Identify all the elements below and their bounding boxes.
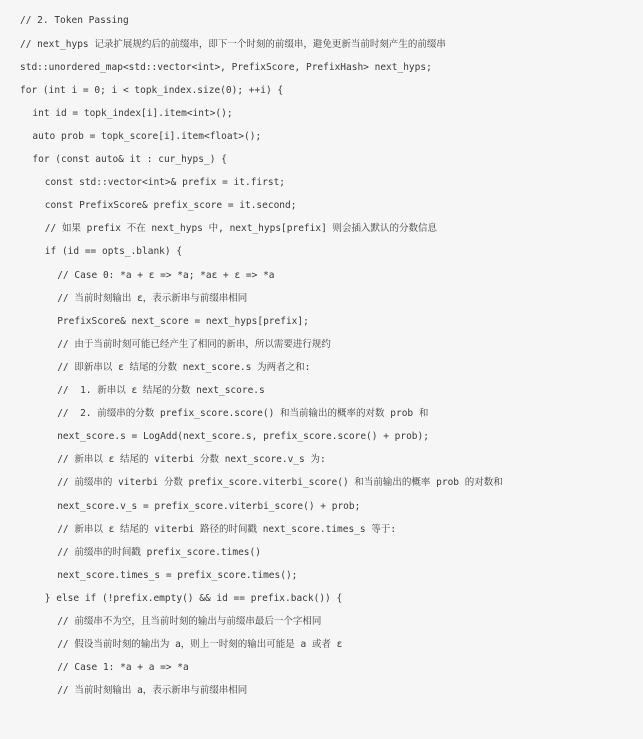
code-line xyxy=(45,240,182,263)
code-line xyxy=(20,56,432,79)
code-line xyxy=(57,541,261,564)
code-line xyxy=(45,171,285,194)
code-line-text: const PrefixScore& prefix_score = it.second; xyxy=(44,200,297,212)
code-line xyxy=(32,102,232,125)
code-line-text: if (id == opts_.blank) { xyxy=(44,246,183,258)
code-line xyxy=(57,656,189,679)
code-line xyxy=(57,471,503,494)
code-line-text: const std::vector<int>& prefix = it.first; xyxy=(44,177,286,189)
code-line-text: // 1. 新串以 ε 结尾的分数 next_score.s xyxy=(57,385,265,397)
code-line-text: for (const auto& it : cur_hyps_) { xyxy=(32,154,227,166)
code-line-text: // 由于当前时刻可能已经产生了相同的新串，所以需要进行规约 xyxy=(57,338,331,350)
code-line xyxy=(45,587,342,610)
code-line-text: // 2. 前缀串的分数 prefix_score.score() 和当前输出的概率的对数 prob 和 xyxy=(57,408,429,420)
code-line xyxy=(57,495,360,518)
code-line xyxy=(57,448,326,471)
code-line-text: // 当前时刻输出 a，表示新串与前缀串相同 xyxy=(57,685,248,697)
code-line xyxy=(57,518,396,541)
code-line-text: // 2. Token Passing xyxy=(20,15,129,27)
code-line-text: // 如果 prefix 不在 next_hyps 中, next_hyps[prefix] 则会插入默认的分数信息 xyxy=(44,223,438,235)
code-line xyxy=(45,194,297,217)
code-line xyxy=(32,148,226,171)
code-line-text: // 前缀串的 viterbi 分数 prefix_score.viterbi_score() 和当前输出的概率 prob 的对数和 xyxy=(57,477,503,489)
code-line xyxy=(57,402,428,425)
code-line xyxy=(57,610,321,633)
code-line-text: std::unordered_map<std::vector<int>, PrefixScore, PrefixHash> next_hyps; xyxy=(20,61,432,73)
code-line xyxy=(57,333,331,356)
code-line-text: // Case 0: *a + ε => *a; *aε + ε => *a xyxy=(57,269,275,281)
code-line-text: auto prob = topk_score[i].item<float>(); xyxy=(32,130,262,142)
code-line xyxy=(57,379,265,402)
code-line-text: // 当前时刻输出 ε，表示新串与前缀串相同 xyxy=(57,292,248,304)
code-line-text: // 即新串以 ε 结尾的分数 next_score.s 为两者之和: xyxy=(57,361,311,373)
code-line-text: // 前缀串的时间戳 prefix_score.times() xyxy=(57,546,261,558)
code-line xyxy=(57,287,247,310)
code-line xyxy=(57,425,429,448)
code-line-text: } else if (!prefix.empty() && id == prefix.back()) { xyxy=(44,592,343,604)
code-line xyxy=(20,33,446,56)
code-line xyxy=(57,679,247,702)
code-line-text: next_score.times_s = prefix_score.times(); xyxy=(57,569,298,581)
code-line xyxy=(45,217,437,240)
code-line-text: // 假设当前时刻的输出为 a，则上一时刻的输出可能是 a 或者 ε xyxy=(57,639,343,651)
code-line xyxy=(57,310,309,333)
code-line xyxy=(57,564,297,587)
code-line xyxy=(20,9,129,32)
code-line xyxy=(32,125,261,148)
code-line-text: // Case 1: *a + a => *a xyxy=(57,662,189,674)
code-line-text: next_score.s = LogAdd(next_score.s, prefix_score.score() + prob); xyxy=(57,431,429,443)
code-line-text: next_score.v_s = prefix_score.viterbi_score() + prob; xyxy=(57,500,361,512)
code-line xyxy=(57,356,310,379)
code-line-text: PrefixScore& next_score = next_hyps[prefix]; xyxy=(57,315,309,327)
code-line xyxy=(57,633,342,656)
code-line-text: for (int i = 0; i < topk_index.size(0); ++i) { xyxy=(20,84,284,96)
code-line xyxy=(57,264,274,287)
code-line xyxy=(20,79,283,102)
code-line-text: // next_hyps 记录扩展规约后的前缀串，即下一个时刻的前缀串，避免更新当前时刻产生的前缀串 xyxy=(20,38,446,50)
code-line-text: // 新串以 ε 结尾的 viterbi 路径的时间戳 next_score.times_s 等于: xyxy=(57,523,397,535)
code-line-text: // 前缀串不为空，且当前时刻的输出与前缀串最后一个字相同 xyxy=(57,616,322,628)
code-line-text: // 新串以 ε 结尾的 viterbi 分数 next_score.v_s 为: xyxy=(57,454,326,466)
code-line-text: int id = topk_index[i].item<int>(); xyxy=(32,107,233,119)
